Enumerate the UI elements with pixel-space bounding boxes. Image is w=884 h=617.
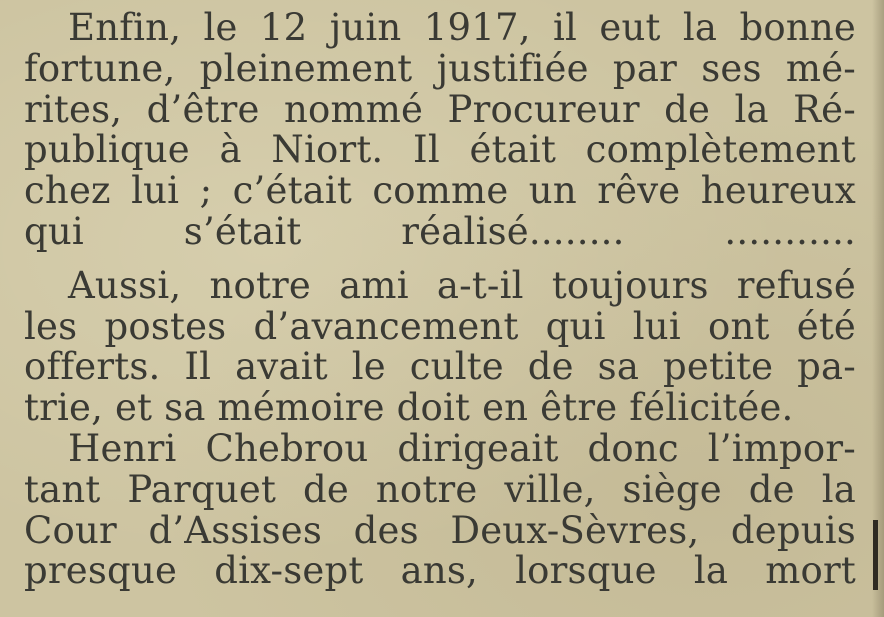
- text-line: qui s’était réalisé........ ...........: [24, 209, 856, 253]
- text-line: Cour d’Assises des Deux-Sèvres, depuis: [24, 508, 856, 552]
- text-line: chez lui ; c’était comme un rêve heureux: [24, 169, 856, 213]
- text-line: trie, et sa mémoire doit en être félicitée.: [24, 386, 794, 430]
- text-line: Aussi, notre ami a-t-il toujours refusé: [68, 263, 856, 307]
- text-column: [24, 8, 856, 592]
- text-line: publique à Niort. Il était complètement: [24, 128, 856, 172]
- text-line: tant Parquet de notre ville, siège de la: [24, 467, 856, 511]
- paragraph-1: [24, 8, 856, 253]
- text-line: Enfin, le 12 juin 1917, il eut la bonne: [68, 6, 856, 49]
- text-line: offerts. Il avait le culte de sa petite pa-: [24, 345, 856, 389]
- paragraph-3: [24, 426, 856, 593]
- paragraph-2: [24, 263, 856, 430]
- binding-mark: [873, 520, 878, 590]
- text-line: les postes d’avancement qui lui ont été: [24, 304, 856, 348]
- text-line: fortune, pleinement justifiée par ses mé-: [24, 46, 856, 90]
- text-line: Henri Chebrou dirigeait donc l’impor-: [68, 426, 856, 470]
- text-line: rites, d’être nommé Procureur de la Ré-: [24, 87, 856, 131]
- text-line: presque dix-sept ans, lorsque la mort: [24, 549, 856, 593]
